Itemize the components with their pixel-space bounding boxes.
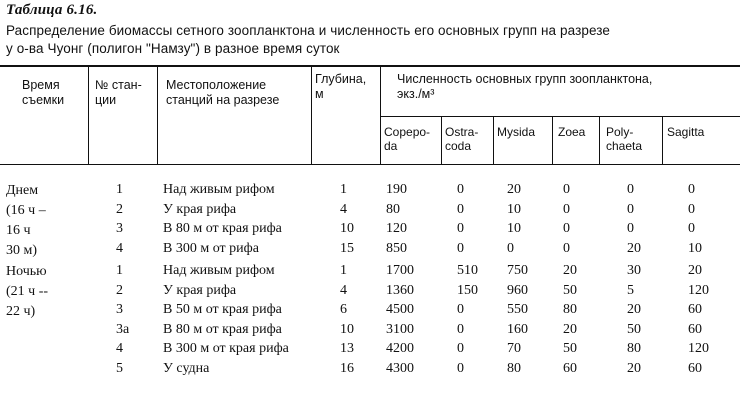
ostracoda-cell: 150: [457, 282, 478, 298]
polychaeta-cell: 80: [627, 341, 641, 356]
zoea-cell: 0: [563, 240, 570, 256]
mysida-cell: 750: [507, 263, 528, 278]
ostracoda-cell: 0: [457, 182, 464, 197]
sagitta-cell: 60: [688, 302, 702, 317]
station-cell: 3: [116, 302, 123, 317]
column-divider: [662, 117, 663, 164]
table-row: [0, 202, 740, 218]
table-title-line-1: Распределение биомассы сетного зоопланктона и численность его основных групп на разрезе: [6, 23, 611, 38]
column-divider: [599, 117, 600, 164]
zoea-cell: 60: [563, 360, 577, 376]
column-divider: [552, 117, 553, 164]
header-time: Время съемки: [22, 78, 65, 107]
header-abundance: Численность основных групп зоопланктона, экз./м³: [397, 72, 653, 101]
header-bottom-rule: [0, 164, 740, 165]
station-cell: 5: [116, 360, 123, 376]
zoea-cell: 0: [563, 201, 570, 217]
zoea-cell: 50: [563, 282, 577, 298]
table-top-rule: [0, 65, 740, 67]
table-caption: Таблица 6.16.: [6, 2, 98, 18]
day-time-label: Днем (16 ч – 16 ч 30 м): [6, 183, 46, 258]
location-cell: В 300 м от края рифа: [163, 341, 289, 356]
sagitta-cell: 20: [688, 263, 702, 278]
depth-cell: 6: [340, 302, 347, 317]
header-depth: Глубина, м: [315, 72, 367, 101]
copepoda-cell: 120: [386, 221, 407, 236]
zoea-cell: 0: [563, 221, 570, 236]
copepoda-cell: 1700: [386, 263, 414, 278]
table-row: [0, 322, 740, 338]
depth-cell: 10: [340, 221, 354, 236]
location-cell: В 50 м от края рифа: [163, 302, 282, 317]
ostracoda-cell: 0: [457, 240, 464, 256]
copepoda-cell: 3100: [386, 321, 414, 337]
zoea-cell: 20: [563, 321, 577, 337]
sagitta-cell: 0: [688, 201, 695, 217]
zoea-cell: 20: [563, 263, 577, 278]
column-divider: [311, 66, 312, 164]
copepoda-cell: 850: [386, 240, 407, 256]
ostracoda-cell: 0: [457, 201, 464, 217]
ostracoda-cell: 0: [457, 341, 464, 356]
depth-cell: 13: [340, 341, 354, 356]
header-group-zoea: Zoea: [558, 125, 586, 139]
table-row: [0, 341, 740, 357]
sagitta-cell: 60: [688, 321, 702, 337]
location-cell: Над живым рифом: [163, 263, 275, 278]
copepoda-cell: 4300: [386, 360, 414, 376]
ostracoda-cell: 0: [457, 302, 464, 317]
depth-cell: 10: [340, 321, 354, 337]
mysida-cell: 0: [507, 240, 514, 256]
ostracoda-cell: 0: [457, 221, 464, 236]
header-group-copepoda: Copepo- da: [384, 125, 431, 153]
polychaeta-cell: 0: [627, 182, 634, 197]
mysida-cell: 70: [507, 341, 521, 356]
table-title-line-2: у о-ва Чуонг (полигон "Намзу") в разное время суток: [6, 41, 340, 56]
table-row: [0, 182, 740, 198]
polychaeta-cell: 5: [627, 282, 634, 298]
table-row: [0, 361, 740, 377]
polychaeta-cell: 20: [627, 360, 641, 376]
zoea-cell: 50: [563, 341, 577, 356]
column-divider: [493, 117, 494, 164]
header-group-ostracoda: Ostra- coda: [445, 125, 479, 153]
polychaeta-cell: 0: [627, 221, 634, 236]
sagitta-cell: 60: [688, 360, 702, 376]
depth-cell: 16: [340, 360, 354, 376]
copepoda-cell: 4500: [386, 302, 414, 317]
location-cell: В 80 м от края рифа: [163, 221, 282, 236]
location-cell: В 80 м от края рифа: [163, 321, 282, 337]
depth-cell: 4: [340, 201, 347, 217]
mysida-cell: 550: [507, 302, 528, 317]
copepoda-cell: 80: [386, 201, 400, 217]
location-cell: У края рифа: [163, 282, 237, 298]
group-header-rule: [380, 116, 740, 117]
table-row: [0, 283, 740, 299]
night-time-label: Ночью (21 ч -- 22 ч): [6, 264, 49, 319]
mysida-cell: 80: [507, 360, 521, 376]
station-cell: 4: [116, 240, 123, 256]
sagitta-cell: 0: [688, 221, 695, 236]
station-cell: 1: [116, 182, 123, 197]
mysida-cell: 20: [507, 182, 521, 197]
location-cell: В 300 м от рифа: [163, 240, 259, 256]
column-divider: [441, 117, 442, 164]
station-cell: 2: [116, 282, 123, 298]
station-cell: 3а: [116, 321, 130, 337]
station-cell: 4: [116, 341, 123, 356]
location-cell: Над живым рифом: [163, 182, 275, 197]
polychaeta-cell: 30: [627, 263, 641, 278]
copepoda-cell: 190: [386, 182, 407, 197]
station-cell: 3: [116, 221, 123, 236]
table-row: [0, 241, 740, 257]
table-title: [6, 22, 734, 58]
table-row: [0, 221, 740, 237]
location-cell: У края рифа: [163, 201, 237, 217]
copepoda-cell: 4200: [386, 341, 414, 356]
header-group-mysida: Mysida: [497, 125, 536, 139]
station-cell: 1: [116, 263, 123, 278]
depth-cell: 4: [340, 282, 347, 298]
column-divider: [88, 66, 89, 164]
station-cell: 2: [116, 201, 123, 217]
polychaeta-cell: 20: [627, 302, 641, 317]
column-divider: [380, 66, 381, 164]
location-cell: У судна: [163, 360, 210, 376]
column-divider: [157, 66, 158, 164]
mysida-cell: 160: [507, 321, 528, 337]
header-group-polychaeta: Poly- chaeta: [606, 125, 643, 153]
copepoda-cell: 1360: [386, 282, 414, 298]
sagitta-cell: 120: [688, 341, 709, 356]
sagitta-cell: 120: [688, 282, 709, 298]
zoea-cell: 0: [563, 182, 570, 197]
sagitta-cell: 10: [688, 240, 702, 256]
zoea-cell: 80: [563, 302, 577, 317]
polychaeta-cell: 20: [627, 240, 641, 256]
header-station: № стан- ции: [95, 78, 142, 107]
depth-cell: 1: [340, 263, 347, 278]
mysida-cell: 960: [507, 282, 528, 298]
header-location: Местоположение станций на разрезе: [166, 78, 280, 107]
polychaeta-cell: 0: [627, 201, 634, 217]
table-row: [0, 302, 740, 318]
ostracoda-cell: 0: [457, 360, 464, 376]
header-group-sagitta: Sagitta: [667, 125, 705, 139]
mysida-cell: 10: [507, 201, 521, 217]
mysida-cell: 10: [507, 221, 521, 236]
ostracoda-cell: 0: [457, 321, 464, 337]
depth-cell: 1: [340, 182, 347, 197]
depth-cell: 15: [340, 240, 354, 256]
table-row: [0, 263, 740, 279]
polychaeta-cell: 50: [627, 321, 641, 337]
sagitta-cell: 0: [688, 182, 695, 197]
ostracoda-cell: 510: [457, 263, 478, 278]
